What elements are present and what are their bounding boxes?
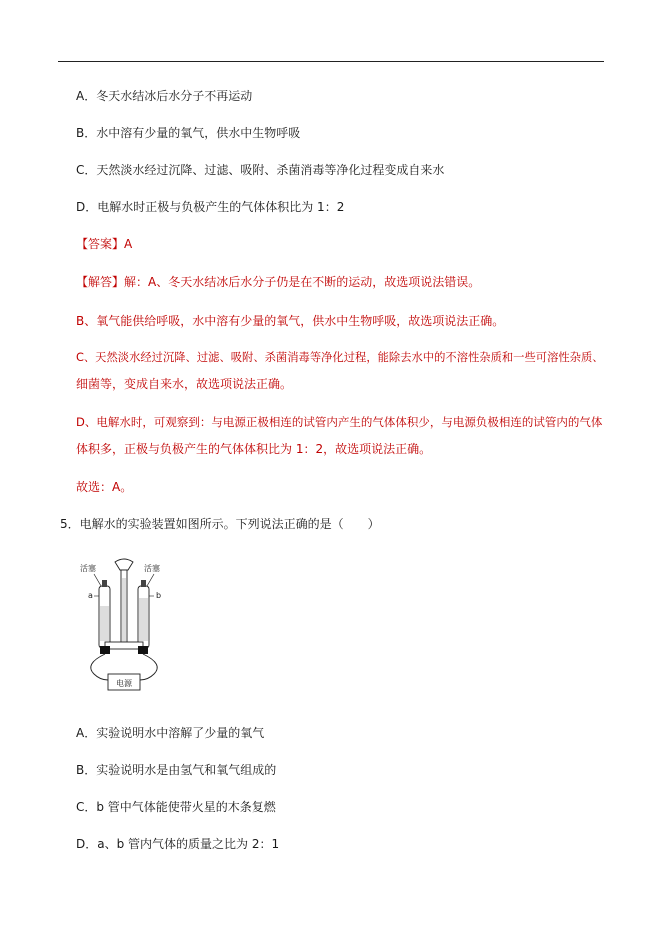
label-right-valve: 活塞 bbox=[144, 564, 160, 573]
answer-label: 【答案】 bbox=[76, 237, 125, 251]
q4-option-d: D．电解水时正极与负极产生的气体体积比为 1：2 bbox=[76, 200, 345, 214]
analysis-line-2: B、氧气能供给呼吸，水中溶有少量的氧气，供水中生物呼吸，故选项说法正确。 bbox=[76, 314, 505, 328]
q5-option-c: C．b 管中气体能使带火星的木条复燃 bbox=[76, 800, 276, 814]
answer-row bbox=[76, 236, 132, 252]
electrolysis-apparatus-figure bbox=[74, 556, 184, 696]
q5-option-d: D．a、b 管内气体的质量之比为 2：1 bbox=[76, 837, 280, 851]
answer-value: A bbox=[124, 237, 133, 251]
analysis-label: 【解答】 bbox=[76, 275, 125, 289]
analysis-line-3: C、天然淡水经过沉降、过滤、吸附、杀菌消毒等净化过程，能除去水中的不溶性杂质和一些可溶性杂质、 bbox=[76, 351, 604, 364]
analysis-line-4: 细菌等，变成自来水，故选项说法正确。 bbox=[76, 377, 293, 391]
analysis-line-6: 体积多，正极与负极产生的气体体积比为 1：2，故选项说法正确。 bbox=[76, 442, 432, 456]
header-rule bbox=[58, 61, 604, 62]
q4-option-c: C．天然淡水经过沉降、过滤、吸附、杀菌消毒等净化过程变成自来水 bbox=[76, 163, 445, 177]
label-tube-b: b bbox=[156, 591, 162, 600]
q5-option-b: B．实验说明水是由氢气和氧气组成的 bbox=[76, 763, 277, 777]
analysis-line-5: D、电解水时，可观察到：与电源正极相连的试管内产生的气体体积少，与电源负极相连的试管内的气体 bbox=[76, 415, 603, 429]
label-left-valve: 活塞 bbox=[80, 564, 96, 573]
label-tube-a: a bbox=[88, 591, 93, 600]
analysis-line-1 bbox=[76, 274, 480, 290]
q4-option-b: B．水中溶有少量的氧气，供水中生物呼吸 bbox=[76, 126, 301, 140]
q5-stem: 5．电解水的实验装置如图所示。下列说法正确的是（ ） bbox=[60, 517, 380, 531]
final-choice: 故选：A。 bbox=[76, 480, 133, 494]
analysis-text: 解：A、冬天水结冰后水分子仍是在不断的运动，故选项说法错误。 bbox=[124, 275, 481, 289]
q5-option-a: A．实验说明水中溶解了少量的氧气 bbox=[76, 726, 265, 740]
label-power: 电源 bbox=[116, 679, 132, 688]
q4-option-a: A．冬天水结冰后水分子不再运动 bbox=[76, 89, 253, 103]
